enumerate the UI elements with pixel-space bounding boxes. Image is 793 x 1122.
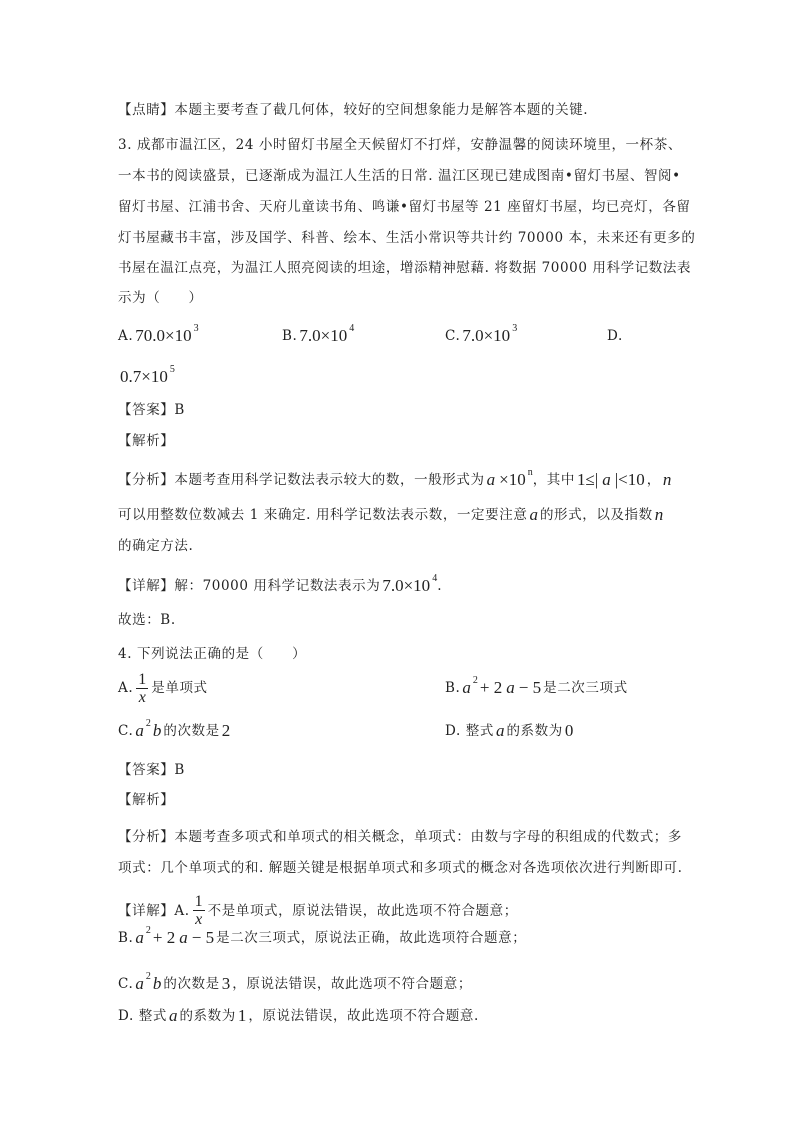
text-line	[118, 100, 678, 120]
math-expression: − 5	[191, 928, 215, 947]
text-run: C.	[118, 723, 134, 739]
math-expression: 7.0×10	[299, 326, 348, 345]
text-line	[118, 760, 678, 780]
text-run: A.	[118, 328, 134, 344]
text-run: 留灯书屋、江浦书舍、天府儿童读书角、鸣谦•留灯书屋等 21 座留灯书屋，均已亮灯，各留	[118, 199, 691, 215]
fraction	[136, 671, 148, 706]
superscript: 2	[145, 925, 151, 936]
options-row	[118, 316, 678, 356]
math-expression: b	[152, 721, 162, 740]
text-run: 是二次三项式	[543, 680, 628, 696]
text-run: 【点睛】本题主要考查了截几何体，较好的空间想象能力是解答本题的关键.	[118, 102, 589, 118]
numerator: 1	[138, 670, 147, 688]
text-line	[118, 536, 678, 556]
text-run: 书屋在温江点亮，为温江人照亮阅读的坦途，增添精神慰藉. 将数据 70000 用科学记数法表	[118, 260, 692, 276]
superscript: 2	[145, 718, 151, 729]
denominator: x	[138, 688, 146, 706]
choice-option	[118, 718, 232, 741]
math-expression: a	[602, 470, 611, 489]
text-line	[118, 790, 678, 810]
text-run: 【详解】解：70000 用科学记数法表示为	[118, 578, 381, 594]
text-line	[118, 971, 678, 994]
superscript: n	[527, 467, 533, 478]
superscript: 3	[193, 323, 199, 334]
text-run: 的次数是	[163, 723, 220, 739]
text-line	[118, 364, 678, 387]
text-line	[118, 1006, 678, 1026]
choice-option	[118, 671, 208, 706]
text-run: ，原说法错误，故此选项不符合题意.	[248, 1008, 479, 1024]
math-expression: 70.0×10	[135, 326, 192, 345]
text-run: B.	[118, 930, 134, 946]
text-run: B.	[445, 680, 461, 696]
text-line	[118, 644, 678, 664]
choice-option	[445, 675, 628, 698]
text-run: 示为（ ）	[118, 290, 203, 306]
choice-option	[607, 326, 623, 346]
options-row	[118, 668, 678, 708]
text-line	[118, 505, 678, 525]
text-run: 【解析】	[118, 792, 175, 808]
superscript: 4	[432, 573, 438, 584]
text-run: 是单项式	[151, 680, 208, 696]
text-line	[118, 400, 678, 420]
math-expression: + 2	[152, 928, 176, 947]
math-expression: a	[135, 721, 144, 740]
math-expression: ×10	[499, 470, 526, 489]
math-expression: 2	[221, 721, 231, 740]
text-run: .	[437, 578, 443, 594]
text-run: 【答案】B	[118, 762, 185, 778]
text-run: 【分析】本题考查用科学记数法表示较大的数，一般形式为	[118, 472, 485, 488]
math-expression: 1	[237, 1006, 247, 1025]
math-expression: a	[135, 928, 144, 947]
text-line	[118, 197, 691, 217]
text-line	[118, 135, 682, 155]
text-run: 是二次三项式，原说法正确，故此选项符合题意；	[216, 930, 527, 946]
math-expression: |<10	[614, 470, 645, 489]
math-expression: − 5	[518, 678, 542, 697]
text-run: 【解析】	[118, 433, 175, 449]
text-line	[118, 166, 681, 186]
text-run: 一本书的阅读盛景，已逐渐成为温江人生活的日常. 温江区现已建成图南•留灯书屋、智阅•	[118, 168, 681, 184]
math-expression: 3	[221, 974, 231, 993]
text-run: 项式：几个单项式的和. 解题关键是根据单项式和多项式的概念对各选项依次进行判断即可.	[118, 860, 683, 876]
text-line	[118, 573, 678, 596]
math-expression: a	[168, 1006, 178, 1025]
text-run: B.	[282, 328, 298, 344]
math-expression: a	[179, 928, 188, 947]
math-expression: + 2	[479, 678, 503, 697]
superscript: 4	[349, 323, 355, 334]
text-line	[118, 925, 678, 948]
math-expression: a	[506, 678, 515, 697]
math-expression: 0.7×10	[120, 367, 168, 386]
text-line	[118, 858, 683, 878]
text-run: D.	[607, 328, 623, 344]
text-run: C.	[118, 976, 134, 992]
math-expression: b	[152, 974, 162, 993]
superscript: 3	[512, 323, 518, 334]
text-line	[118, 893, 678, 928]
text-run: A.	[118, 680, 134, 696]
text-run: 的次数是	[163, 976, 220, 992]
text-run: 的确定方法.	[118, 538, 194, 554]
text-run: D. 整式	[445, 723, 494, 739]
options-row	[118, 711, 678, 751]
text-run: 4. 下列说法正确的是（ ）	[118, 646, 307, 662]
text-run: C.	[445, 328, 461, 344]
text-run: D. 整式	[118, 1008, 167, 1024]
math-expression: a	[495, 721, 505, 740]
choice-option	[282, 323, 355, 346]
text-run: 的形式，以及指数	[539, 507, 653, 523]
text-run: 故选：B.	[118, 612, 176, 628]
math-expression: a	[462, 678, 471, 697]
text-line	[118, 467, 678, 490]
text-run: 可以用整数位数减去 1 来确定. 用科学记数法表示数，一定要注意	[118, 507, 528, 523]
text-run: 不是单项式，原说法错误，故此选项不符合题意；	[207, 902, 518, 919]
choice-option	[445, 323, 518, 346]
text-line	[118, 288, 678, 308]
superscript: 2	[145, 971, 151, 982]
choice-option	[445, 721, 575, 741]
superscript: 2	[472, 675, 478, 686]
text-line	[118, 258, 692, 278]
numerator: 1	[194, 893, 203, 910]
choice-option	[118, 323, 199, 346]
math-expression: n	[662, 470, 672, 489]
math-expression: a	[135, 974, 144, 993]
text-run: ，原说法错误，故此选项不符合题意；	[232, 976, 472, 992]
text-run: 灯书屋藏书丰富，涉及国学、科普、绘本、生活小常识等共计约 70000 本，未来还有更多的	[118, 230, 696, 246]
text-line	[118, 228, 696, 248]
math-expression: a	[486, 470, 496, 489]
text-run: 【分析】本题考查多项式和单项式的相关概念，单项式：由数与字母的积组成的代数式；多	[118, 829, 682, 845]
text-run: 【详解】A.	[118, 902, 190, 919]
fraction	[193, 893, 205, 928]
math-expression: 7.0×10	[462, 326, 511, 345]
text-line	[118, 610, 678, 630]
text-run: 3. 成都市温江区，24 小时留灯书屋全天候留灯不打烊，安静温馨的阅读环境里，一杯茶、	[118, 137, 682, 153]
superscript: 5	[169, 364, 175, 375]
math-expression: 1≤|	[577, 470, 599, 489]
text-run: 【答案】B	[118, 402, 185, 418]
math-expression: n	[654, 505, 664, 524]
text-line	[118, 827, 682, 847]
math-expression: a	[529, 505, 538, 524]
text-run: ，	[646, 472, 661, 488]
text-run: 的系数为	[506, 723, 563, 739]
text-run: 的系数为	[179, 1008, 236, 1024]
math-expression: 7.0×10	[382, 576, 431, 595]
text-line	[118, 431, 678, 451]
math-expression: 0	[564, 721, 574, 740]
denominator: x	[195, 911, 203, 928]
text-run: ，其中	[532, 472, 576, 488]
